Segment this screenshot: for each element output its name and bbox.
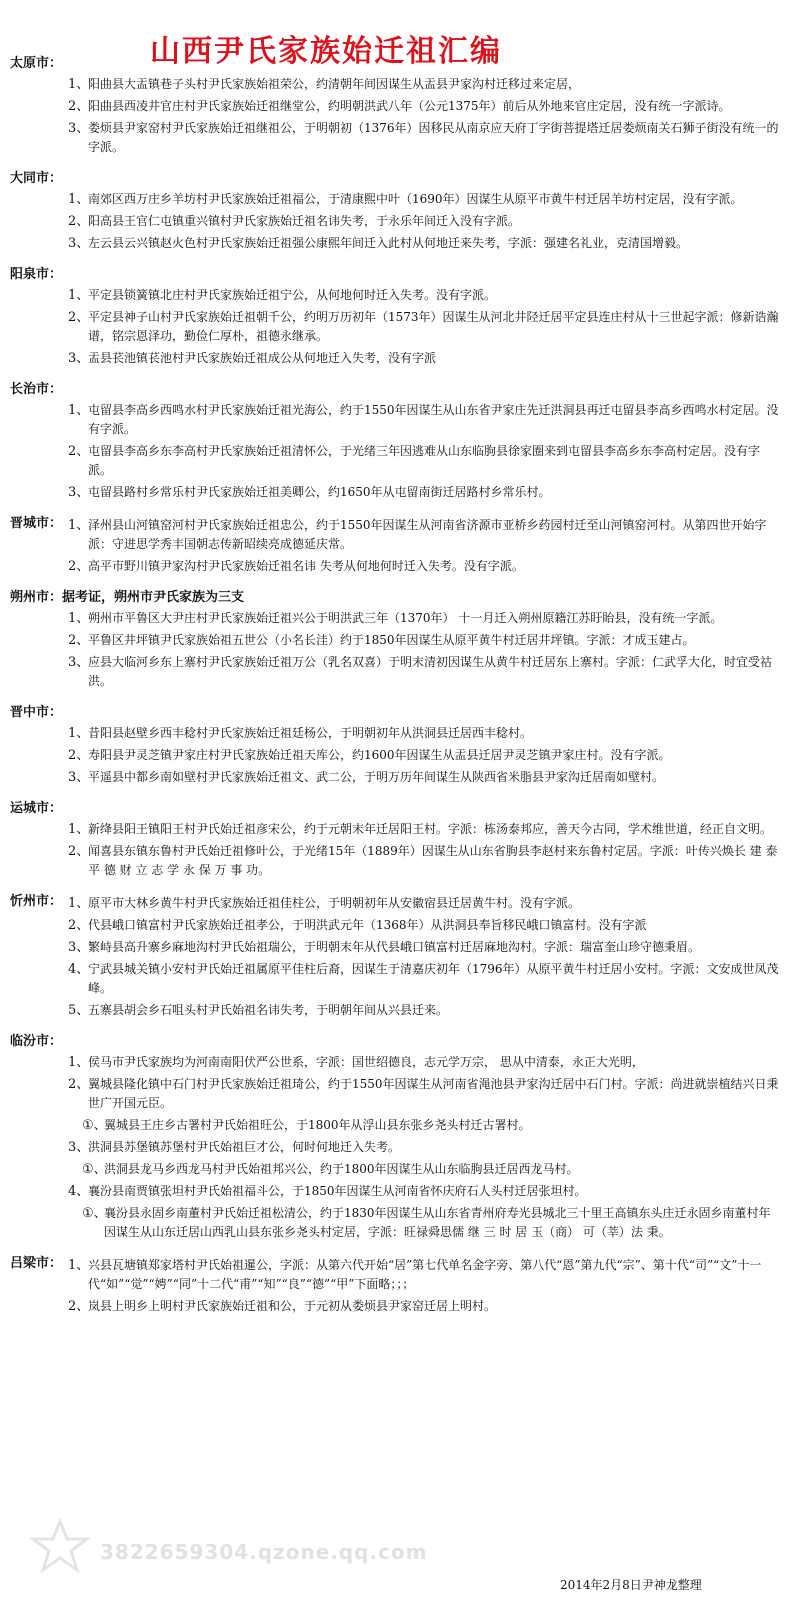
entry: [68, 653, 780, 691]
watermark: [30, 1518, 428, 1578]
entry-text: 宁武县城关镇小安村尹氏始迁祖属原平佳柱后裔，因谋生于清嘉庆初年（1796年）从原平黄牛村迁居小安村。字派：文安成世凤茂峰。: [88, 962, 779, 995]
entry-number: 1、: [68, 77, 90, 92]
entry-number: 3、: [68, 485, 90, 500]
entry: [68, 1256, 780, 1294]
city-name: 晋中市：: [10, 705, 63, 720]
entry-text: 洪洞县龙马乡西龙马村尹氏始祖邦兴公，约于1800年因谋生从山东临朐县迁居西龙马村。: [104, 1162, 579, 1176]
entry-text: 新绛县阳王镇阳王村尹氏始迁祖彦宋公，约于元朝末年迁居阳王村。字派：栋汤泰邦应，善天今古同，学术维世道，经正自文明。: [88, 822, 773, 836]
entry-number: 2、: [68, 748, 90, 763]
entry-text: 应县大临河乡东上寨村尹氏家族始迁祖万公（乳名双喜）于明末清初因谋生从黄牛村迁居东上寨村。字派：仁武孚大化，时宜受祜洪。: [88, 655, 773, 688]
entry-number: ①、: [82, 1118, 107, 1133]
entry-text: 高平市野川镇尹家沟村尹氏家族始迁祖名讳 失考从何地何时迁入失考。没有字派。: [88, 559, 524, 573]
entry: [68, 97, 780, 116]
entry-text: 繁峙县高升寨乡麻地沟村尹氏始祖瑞公，于明朝末年从代县峨口镇富村迁居麻地沟村。字派：瑞富奎山珍守德秉眉。: [88, 940, 701, 954]
entry-text: 昔阳县赵壁乡西丰稔村尹氏家族始迁祖廷杨公，于明朝初年从洪洞县迁居西丰稔村。: [88, 726, 533, 740]
entry-number: ①、: [82, 1162, 107, 1177]
entry: [68, 119, 780, 157]
city-heading: [10, 590, 800, 606]
watermark-text: 3822659304.qzone.qq.com: [100, 1540, 428, 1564]
entry-number: 3、: [68, 655, 90, 670]
entry-text: 屯留县李高乡东李高村尹氏家族始迁祖清怀公，于光绪三年因逃难从山东临朐县徐家圈来到屯留县李高乡东李高村定居。没有字派。: [88, 444, 761, 477]
entry-number: 3、: [68, 351, 90, 366]
city-name: 太原市：: [10, 56, 63, 71]
entry: [68, 768, 780, 787]
entry-text: 翼城县隆化镇中石门村尹氏家族始迁祖琦公，约于1550年因谋生从河南省渑池县尹家沟迁居中石门村。字派：尚进就崇植结兴日秉世广开国元臣。: [88, 1077, 779, 1110]
entry: [68, 212, 780, 231]
city-heading: [10, 382, 800, 398]
entry: [68, 516, 780, 554]
entry-number: 2、: [68, 559, 90, 574]
entry: [68, 1001, 780, 1020]
entry-text: 平鲁区井坪镇尹氏家族始祖五世公（小名长洼）约于1850年因谋生从原平黄牛村迁居井坪镇。字派：才成玉建占。: [88, 633, 695, 647]
entry-number: 2、: [68, 310, 90, 325]
city-name: 吕梁市：: [10, 1256, 63, 1271]
entry: [68, 1297, 780, 1316]
entry-text: 岚县上明乡上明村尹氏家族始迁祖和公，于元初从娄烦县尹家窑迁居上明村。: [88, 1299, 497, 1313]
entry: [68, 442, 780, 480]
entry-number: 1、: [68, 192, 90, 207]
entry-number: 2、: [68, 844, 90, 859]
entry-text: 阳曲县西凌井官庄村尹氏家族始迁祖继堂公，约明朝洪武八年（公元1375年）前后从外地来官庄定居，没有统一字派诗。: [88, 99, 731, 113]
entry-number: 1、: [68, 896, 90, 911]
entry: [68, 631, 780, 650]
entry-number: 3、: [68, 770, 90, 785]
entry-text: 左云县云兴镇赵火色村尹氏家族始迁祖强公康熙年间迁入此村从何地迁来失考，字派：强建名礼业，克清国增毅。: [88, 236, 689, 250]
entry-number: 1、: [68, 1258, 90, 1273]
city-name: 忻州市：: [10, 894, 63, 909]
entry: [68, 916, 780, 935]
entry-number: 1、: [68, 1055, 90, 1070]
city-note: 据考证，朔州市尹氏家族为三支: [62, 590, 245, 605]
entry: [68, 609, 780, 628]
entry-text: 兴县瓦塘镇郑家塔村尹氏始祖暹公，字派：从第六代开始“居”第七代单名金字旁、第八代“恩”第九代“宗”、第十代“司”“文”十一代“如”“觉”“娉”“同”十二代“甫”“知”“良”“德”“甲”下面略；；；: [88, 1258, 762, 1291]
entry-text: 襄汾县永固乡南董村尹氏始迁祖松清公，约于1830年因谋生从山东省青州府寿光县城北三十里王高镇东头庄迁永固乡南董村年因谋生从山东迁居山西乳山县东张乡尧头村定居，字派：旺禄舜思儒 继 三 时 居 玉（商） 可（莘）法 秉。: [104, 1206, 771, 1239]
entry-number: 2、: [68, 444, 90, 459]
entry-text: 寿阳县尹灵芝镇尹家庄村尹氏家族始迁祖天库公，约1600年因谋生从盂县迁居尹灵芝镇尹家庄村。没有字派。: [88, 748, 671, 762]
entry-number: 3、: [68, 236, 90, 251]
entry-number: 3、: [68, 121, 90, 136]
city-name: 朔州市：: [10, 590, 63, 605]
entry-number: 2、: [68, 633, 90, 648]
sub-entry: [82, 1204, 780, 1242]
entry: [68, 960, 780, 998]
entry: [68, 401, 780, 439]
entry-text: 阳高县王官仁屯镇重兴镇村尹氏家族始迁祖名讳失考，于永乐年间迁入没有字派。: [88, 214, 521, 228]
city-heading: [10, 171, 800, 187]
sub-entry: [82, 1116, 780, 1135]
entry: [68, 842, 780, 880]
entry-number: 1、: [68, 726, 90, 741]
entry-text: 屯留县李高乡西鸣水村尹氏家族始迁祖光海公，约于1550年因谋生从山东省尹家庄先迁洪洞县再迁屯留县李高乡西鸣水村定居。没有字派。: [88, 403, 779, 436]
entry-text: 朔州市平鲁区大尹庄村尹氏家族始迁祖兴公于明洪武三年（1370年） 十一月迁入朔州原籍江苏盱眙县，没有统一字派。: [88, 611, 723, 625]
entry-text: 阳曲县大盂镇巷子头村尹氏家族始祖荣公，约清朝年间因谋生从盂县尹家沟村迁移过来定居，: [88, 77, 581, 91]
entry-number: 5、: [68, 1003, 90, 1018]
entry-text: 翼城县王庄乡古署村尹氏始祖旺公，于1800年从浮山县东张乡尧头村迁古署村。: [104, 1118, 531, 1132]
city-heading: [10, 267, 800, 283]
city-heading: [10, 1034, 800, 1050]
entry: [68, 746, 780, 765]
entry: [68, 234, 780, 253]
entry: [68, 1053, 780, 1072]
city-name: 长治市：: [10, 382, 63, 397]
city-heading: [10, 56, 800, 72]
entry-text: 平定县锁簧镇北庄村尹氏家族始迁祖宁公，从何地何时迁入失考。没有字派。: [88, 288, 497, 302]
entry-number: 1、: [68, 822, 90, 837]
sections-container: [0, 42, 800, 1316]
entry-number: 1、: [68, 403, 90, 418]
entry: [68, 894, 780, 913]
entry-text: 五寨县胡会乡石咀头村尹氏始祖名讳失考，于明朝年间从兴县迁来。: [88, 1003, 449, 1017]
entry: [68, 1182, 780, 1201]
entry-text: 娄烦县尹家窑村尹氏家族始迁祖继祖公，于明朝初（1376年）因移民从南京应天府丁字街菩提塔迁居娄烦南关石狮子街没有统一的字派。: [88, 121, 779, 154]
entry-text: 屯留县路村乡常乐村尹氏家族始迁祖美卿公，约1650年从屯留南街迁居路村乡常乐村。: [88, 485, 551, 499]
city-heading: [10, 705, 800, 721]
entry: [68, 557, 780, 576]
sub-entry: [82, 1160, 780, 1179]
city-heading: [10, 801, 800, 817]
entry-number: 1、: [68, 611, 90, 626]
entry-text: 平遥县中都乡南如壁村尹氏家族始迁祖文、武二公，于明万历年间谋生从陕西省米脂县尹家沟迁居南如壁村。: [88, 770, 665, 784]
entry: [68, 190, 780, 209]
entry-number: 2、: [68, 918, 90, 933]
entry: [68, 349, 780, 368]
entry: [68, 286, 780, 305]
entry: [68, 1138, 780, 1157]
entry-text: 代县峨口镇富村尹氏家族始迁祖孝公，于明洪武元年（1368年）从洪洞县奉旨移民峨口镇富村。没有字派: [88, 918, 647, 932]
entry: [68, 308, 780, 346]
entry-text: 原平市大林乡黄牛村尹氏家族始迁祖佳柱公，于明朝初年从安徽宿县迁居黄牛村。没有字派。: [88, 896, 581, 910]
entry-text: 襄汾县南贾镇张坦村尹氏始祖福斗公，于1850年因谋生从河南省怀庆府石人头村迁居张坦村。: [88, 1184, 587, 1198]
entry-text: 南郊区西万庄乡羊坊村尹氏家族始迁祖福公，于清康熙中叶（1690年）因谋生从原平市黄牛村迁居羊坊村定居，没有字派。: [88, 192, 743, 206]
footer-signature: 2014年2月8日尹神龙整理: [560, 1578, 702, 1592]
city-name: 临汾市：: [10, 1034, 63, 1049]
entry-number: 2、: [68, 1299, 90, 1314]
page-title: 山西尹氏家族始迁祖汇编: [150, 34, 502, 69]
entry-number: 1、: [68, 518, 90, 533]
entry-text: 平定县神子山村尹氏家族始迁祖朝千公，约明万历初年（1573年）因谋生从河北井陉迁居平定县连庄村从十三世起字派：修新诰瀚谱，铭宗恩泽功，勤俭仁厚朴，祖德永继承。: [88, 310, 779, 343]
entry: [68, 820, 780, 839]
entry: [68, 75, 780, 94]
entry: [68, 938, 780, 957]
entry: [68, 1075, 780, 1113]
entry-number: 4、: [68, 962, 90, 977]
entry-number: 3、: [68, 940, 90, 955]
entry-text: 侯马市尹氏家族均为河南南阳伏严公世系，字派：国世绍德良，志元学万宗， 思从中清泰，永正大光明，: [88, 1055, 644, 1069]
entry-number: 2、: [68, 99, 90, 114]
entry-number: 2、: [68, 1077, 90, 1092]
entry-text: 盂县苌池镇苌池村尹氏家族始迁祖成公从何地迁入失考，没有字派: [88, 351, 437, 365]
entry-number: 1、: [68, 288, 90, 303]
entry-text: 闻喜县东镇东鲁村尹氏始迁祖修叶公，于光绪15年（1889年）因谋生从山东省朐县李赵村来东鲁村定居。字派：叶传兴焕长 建 泰 平 德 财 立 志 学 永 保 万 事 功。: [88, 844, 778, 877]
entry-text: 洪洞县苏堡镇苏堡村尹氏始祖巨才公，何时何地迁入失考。: [88, 1140, 401, 1154]
entry: [68, 724, 780, 743]
entry-number: 2、: [68, 214, 90, 229]
watermark-star-icon: [30, 1518, 90, 1574]
entry: [68, 483, 780, 502]
city-name: 阳泉市：: [10, 267, 63, 282]
city-name: 晋城市：: [10, 516, 63, 531]
entry-number: ①、: [82, 1206, 107, 1221]
entry-number: 3、: [68, 1140, 90, 1155]
city-name: 运城市：: [10, 801, 63, 816]
city-name: 大同市：: [10, 171, 63, 186]
entry-text: 泽州县山河镇窑河村尹氏家族始迁祖忠公，约于1550年因谋生从河南省济源市亚桥乡药园村迁至山河镇窑河村。从第四世开始字派：守进思学秀丰国朝志传新昭续亮成德延庆常。: [88, 518, 767, 551]
entry-number: 4、: [68, 1184, 90, 1199]
